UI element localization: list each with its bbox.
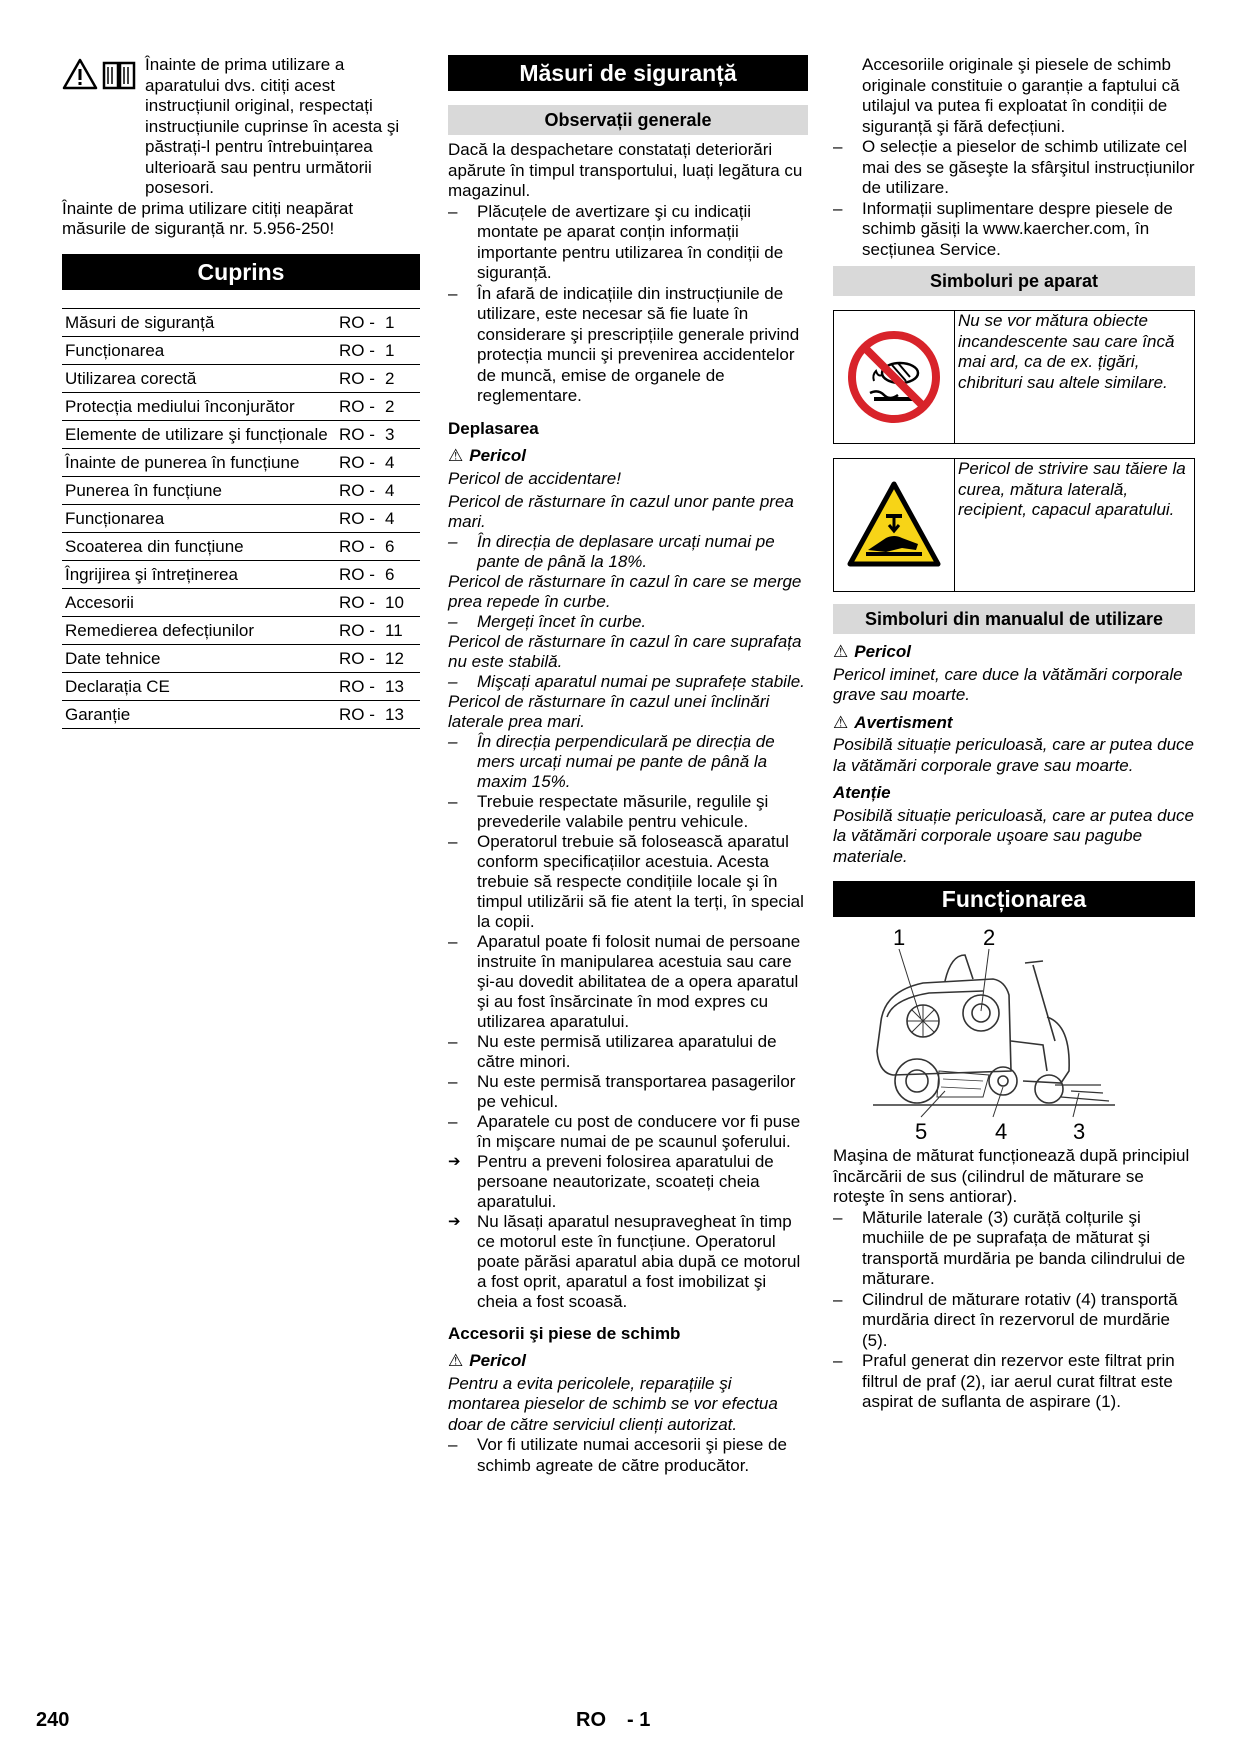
toc-row[interactable] [62, 672, 420, 700]
toc-page: 6 [382, 560, 420, 588]
manual-symbols-title: Simboluri din manualul de utilizare [833, 604, 1195, 634]
toc-page: 4 [382, 448, 420, 476]
list-item: – Nu este permisă transportarea pasagerilor pe vehicul. [448, 1072, 808, 1112]
toc-label: Funcționarea [62, 504, 339, 532]
intro-text: Înainte de prima utilizare a aparatului dvs. citiți acest instrucțiunil original, respectați instrucțiunile cuprinse în acesta şi păstrați-l pentru întrebuințarea ulterioară sau pentru următorii posesori. [145, 55, 400, 197]
sweeper-figure [833, 921, 1195, 1146]
toc-code: RO - [339, 308, 382, 336]
toc-row[interactable] [62, 308, 420, 336]
toc-row[interactable] [62, 476, 420, 504]
list-item: – Plăcuțele de avertizare şi cu indicații montate pe aparat conțin informații importante pentru utilizarea în condiții de siguranță. [448, 202, 808, 284]
no-burning-objects-icon [848, 331, 940, 423]
general-list [448, 202, 808, 407]
list-item: – O selecție a pieselor de schimb utilizate cel mai des se găseşte la sfârşitul instrucțiunilor de utilizare. [833, 137, 1195, 199]
travel-list [448, 792, 808, 1152]
toc-label: Îngrijirea şi întreținerea [62, 560, 339, 588]
list-item: ➔ Nu lăsați aparatul nesupravegheat în timp ce motorul este în funcțiune. Operatorul poate părăsi aparatul abia după ce motorul a fost oprit, aparatul a fost imobilizat şi cheia a fost scoasă. [448, 1212, 808, 1312]
toc-label: Utilizarea corectă [62, 364, 339, 392]
list-item: – În direcția perpendiculară pe direcția de mers urcați numai pe pante de până la maxim 15%. [448, 732, 808, 792]
travel-p1: Pericol de accidentare! [448, 468, 621, 488]
toc-code: RO - [339, 336, 382, 364]
toc-row[interactable] [62, 700, 420, 728]
fig-label-5: 5 [915, 1119, 928, 1144]
symbol-2-text: Pericol de strivire sau tăiere la curea, mătura laterală, recipient, capacul aparatului. [958, 459, 1186, 519]
warning-icon: ⚠ [448, 1351, 464, 1370]
column-middle [448, 55, 808, 1476]
crush-hazard-icon [846, 480, 942, 570]
acc-continued: Accesoriile originale şi piesele de schimb originale constituie o garanție a faptului că utilajul va putea fi exploatat în condiții de siguranță şi fără defecțiuni. [862, 55, 1180, 136]
toc-page: 1 [382, 308, 420, 336]
function-intro: Maşina de măturat funcționează după principiul încărcării de sus (cilindrul de măturare se roteşte în sens antiorar). [833, 1146, 1190, 1206]
safety-title: Măsuri de siguranță [448, 55, 808, 91]
toc-row[interactable] [62, 644, 420, 672]
toc-label: Punerea în funcțiune [62, 476, 339, 504]
device-symbols-title: Simboluri pe aparat [833, 266, 1195, 296]
toc-row[interactable] [62, 448, 420, 476]
toc-page: 2 [382, 364, 420, 392]
list-item: – Mişcați aparatul numai pe suprafețe stabile. [448, 672, 808, 692]
sweeper-diagram [833, 921, 1195, 1146]
list-item: – Aparatele cu post de conducere vor fi puse în mişcare numai de pe scaunul şoferului. [448, 1112, 808, 1152]
toc-code: RO - [339, 392, 382, 420]
warning-icon: ⚠ [448, 446, 464, 465]
toc-row[interactable] [62, 560, 420, 588]
toc-code: RO - [339, 476, 382, 504]
fig-label-2: 2 [983, 925, 996, 950]
toc-page: 2 [382, 392, 420, 420]
column-left [62, 55, 420, 729]
list-item: – Operatorul trebuie să folosească aparatul conform specificațiilor acestuia. Acesta trebuie să respecte condițiile locale şi în timpul utilizării să fie atent la terți, în special la copii. [448, 832, 808, 932]
toc-page: 3 [382, 420, 420, 448]
footer-lang: RO [576, 1709, 606, 1731]
accessories-title: Accesorii şi piese de schimb [448, 1323, 681, 1343]
list-item: – Praful generat din rezervor este filtrat prin filtrul de praf (2), iar aerul curat filtrat este aspirat de suflanta de aspirare (1). [833, 1351, 1195, 1413]
intro-note: Înainte de prima utilizare citiți neapărat măsurile de siguranță nr. 5.956-250! [62, 198, 354, 238]
toc-label: Măsuri de siguranță [62, 308, 339, 336]
toc-page: 6 [382, 532, 420, 560]
travel-p3: Pericol de răsturnare în cazul în care se merge prea repede în curbe. [448, 571, 802, 611]
acc-danger-label: ⚠ Pericol [448, 1351, 526, 1370]
column-right [833, 55, 1195, 1413]
list-item: – Trebuie respectate măsurile, regulile şi prevederile valabile pentru vehicule. [448, 792, 808, 832]
pericol-text: Pericol iminet, care duce la vătămări corporale grave sau moarte. [833, 664, 1183, 704]
toc-page: 1 [382, 336, 420, 364]
list-item: – Măturile laterale (3) curăță colțurile şi muchiile de pe suprafața de măturat şi transportă murdăria pe banda cilindrului de măturare. [833, 1208, 1195, 1290]
intro-icons [62, 58, 137, 90]
list-item: – În direcția de deplasare urcați numai pe pante de până la 18%. [448, 532, 808, 572]
list-item: – Cilindrul de măturare rotativ (4) transportă murdăria direct în rezervorul de murdărie (5). [833, 1290, 1195, 1352]
travel-p4: Pericol de răsturnare în cazul în care suprafața nu este stabilă. [448, 631, 802, 671]
fig-label-4: 4 [995, 1119, 1008, 1144]
acc-text: Pentru a evita pericolele, reparațiile şi montarea pieselor de schimb se vor efectua doar de către serviciul clienți autorizat. [448, 1373, 778, 1434]
toc-label: Funcționarea [62, 336, 339, 364]
toc-code: RO - [339, 448, 382, 476]
toc-page: 11 [382, 616, 420, 644]
toc-row[interactable] [62, 504, 420, 532]
pericol-label: ⚠ Pericol [833, 642, 911, 661]
intro-block [62, 55, 420, 199]
toc-code: RO - [339, 616, 382, 644]
toc-row[interactable] [62, 532, 420, 560]
toc-code: RO - [339, 560, 382, 588]
toc-code: RO - [339, 532, 382, 560]
travel-title: Deplasarea [448, 418, 539, 438]
toc-table [62, 308, 420, 729]
toc-page: 4 [382, 476, 420, 504]
toc-label: Accesorii [62, 588, 339, 616]
acc-list [448, 1435, 808, 1476]
symbol-1-text: Nu se vor mătura obiecte incandescente sau care încă mai ard, ca de ex. țigări, chibrituri sau altele similare. [958, 311, 1175, 392]
toc-label: Înainte de punerea în funcțiune [62, 448, 339, 476]
toc-row[interactable] [62, 364, 420, 392]
list-item: – Mergeți încet în curbe. [448, 612, 808, 632]
toc-label: Elemente de utilizare şi funcționale [62, 420, 339, 448]
toc-label: Date tehnice [62, 644, 339, 672]
acc-list-2 [833, 137, 1195, 260]
warning-triangle-icon [62, 58, 98, 90]
list-item: – Aparatul poate fi folosit numai de persoane instruite în manipularea acestuia sau care şi-au dovedit abilitatea de a opera aparatul şi au fost însărcinate în mod expres cu utilizarea aparatului. [448, 932, 808, 1032]
manual-book-icon [101, 58, 137, 90]
symbol-box-no-hot [833, 310, 1195, 444]
toc-page: 10 [382, 588, 420, 616]
toc-label: Scoaterea din funcțiune [62, 532, 339, 560]
toc-page: 12 [382, 644, 420, 672]
toc-row[interactable] [62, 588, 420, 616]
travel-danger-label: ⚠ Pericol [448, 446, 526, 465]
toc-code: RO - [339, 420, 382, 448]
symbol-box-crush [833, 458, 1195, 592]
fig-label-3: 3 [1073, 1119, 1086, 1144]
list-item: ➔ Pentru a preveni folosirea aparatului de persoane neautorizate, scoateți cheia aparatului. [448, 1152, 808, 1212]
function-title: Funcționarea [833, 881, 1195, 917]
fig-label-1: 1 [893, 925, 906, 950]
toc-row[interactable] [62, 616, 420, 644]
warning-icon: ⚠ [833, 642, 849, 661]
warning-icon: ⚠ [833, 712, 849, 732]
list-item: – În afară de indicațiile din instrucțiunile de utilizare, este necesar să fie luate în considerare şi prescripțiile generale privind protecția muncii şi prevenirea accidentelor de muncă, emise de organele de reglementare. [448, 284, 808, 407]
avertisment-text: Posibilă situație periculoasă, care ar putea duce la vătămări corporale grave sau moarte. [833, 735, 1194, 775]
atentie-text: Posibilă situație periculoasă, care ar putea duce la vătămări corporale uşoare sau pagube materiale. [833, 805, 1194, 866]
general-intro: Dacă la despachetare constatați deteriorări apărute în timpul transportului, luați legătura cu magazinul. [448, 140, 803, 200]
toc-page: 13 [382, 672, 420, 700]
toc-title: Cuprins [62, 254, 420, 290]
atentie-label: Atenție [833, 783, 891, 802]
list-item: – Informații suplimentare despre piesele de schimb găsiți la www.kaercher.com, în secțiunea Service. [833, 199, 1195, 261]
toc-label: Protecția mediului înconjurător [62, 392, 339, 420]
toc-label: Declarația CE [62, 672, 339, 700]
toc-code: RO - [339, 364, 382, 392]
toc-code: RO - [339, 700, 382, 728]
toc-label: Remedierea defecțiunilor [62, 616, 339, 644]
page-number: 240 [36, 1709, 70, 1731]
toc-page: 13 [382, 700, 420, 728]
toc-page: 4 [382, 504, 420, 532]
toc-code: RO - [339, 672, 382, 700]
list-item: – Nu este permisă utilizarea aparatului de către minori. [448, 1032, 808, 1072]
avertisment-label: ⚠ Avertisment [833, 712, 953, 732]
toc-row[interactable] [62, 336, 420, 364]
list-item: – Vor fi utilizate numai accesorii şi piese de schimb agreate de către producător. [448, 1435, 808, 1476]
toc-label: Garanție [62, 700, 339, 728]
function-list [833, 1208, 1195, 1413]
toc-code: RO - [339, 644, 382, 672]
toc-code: RO - [339, 588, 382, 616]
footer-page: - 1 [627, 1709, 651, 1731]
travel-arrow-list [448, 1152, 808, 1312]
toc-row[interactable] [62, 420, 420, 448]
travel-p2: Pericol de răsturnare în cazul unor pante prea mari. [448, 491, 794, 531]
toc-code: RO - [339, 504, 382, 532]
toc-row[interactable] [62, 392, 420, 420]
general-title: Observații generale [448, 105, 808, 135]
travel-p5: Pericol de răsturnare în cazul unei înclinări laterale prea mari. [448, 691, 770, 731]
